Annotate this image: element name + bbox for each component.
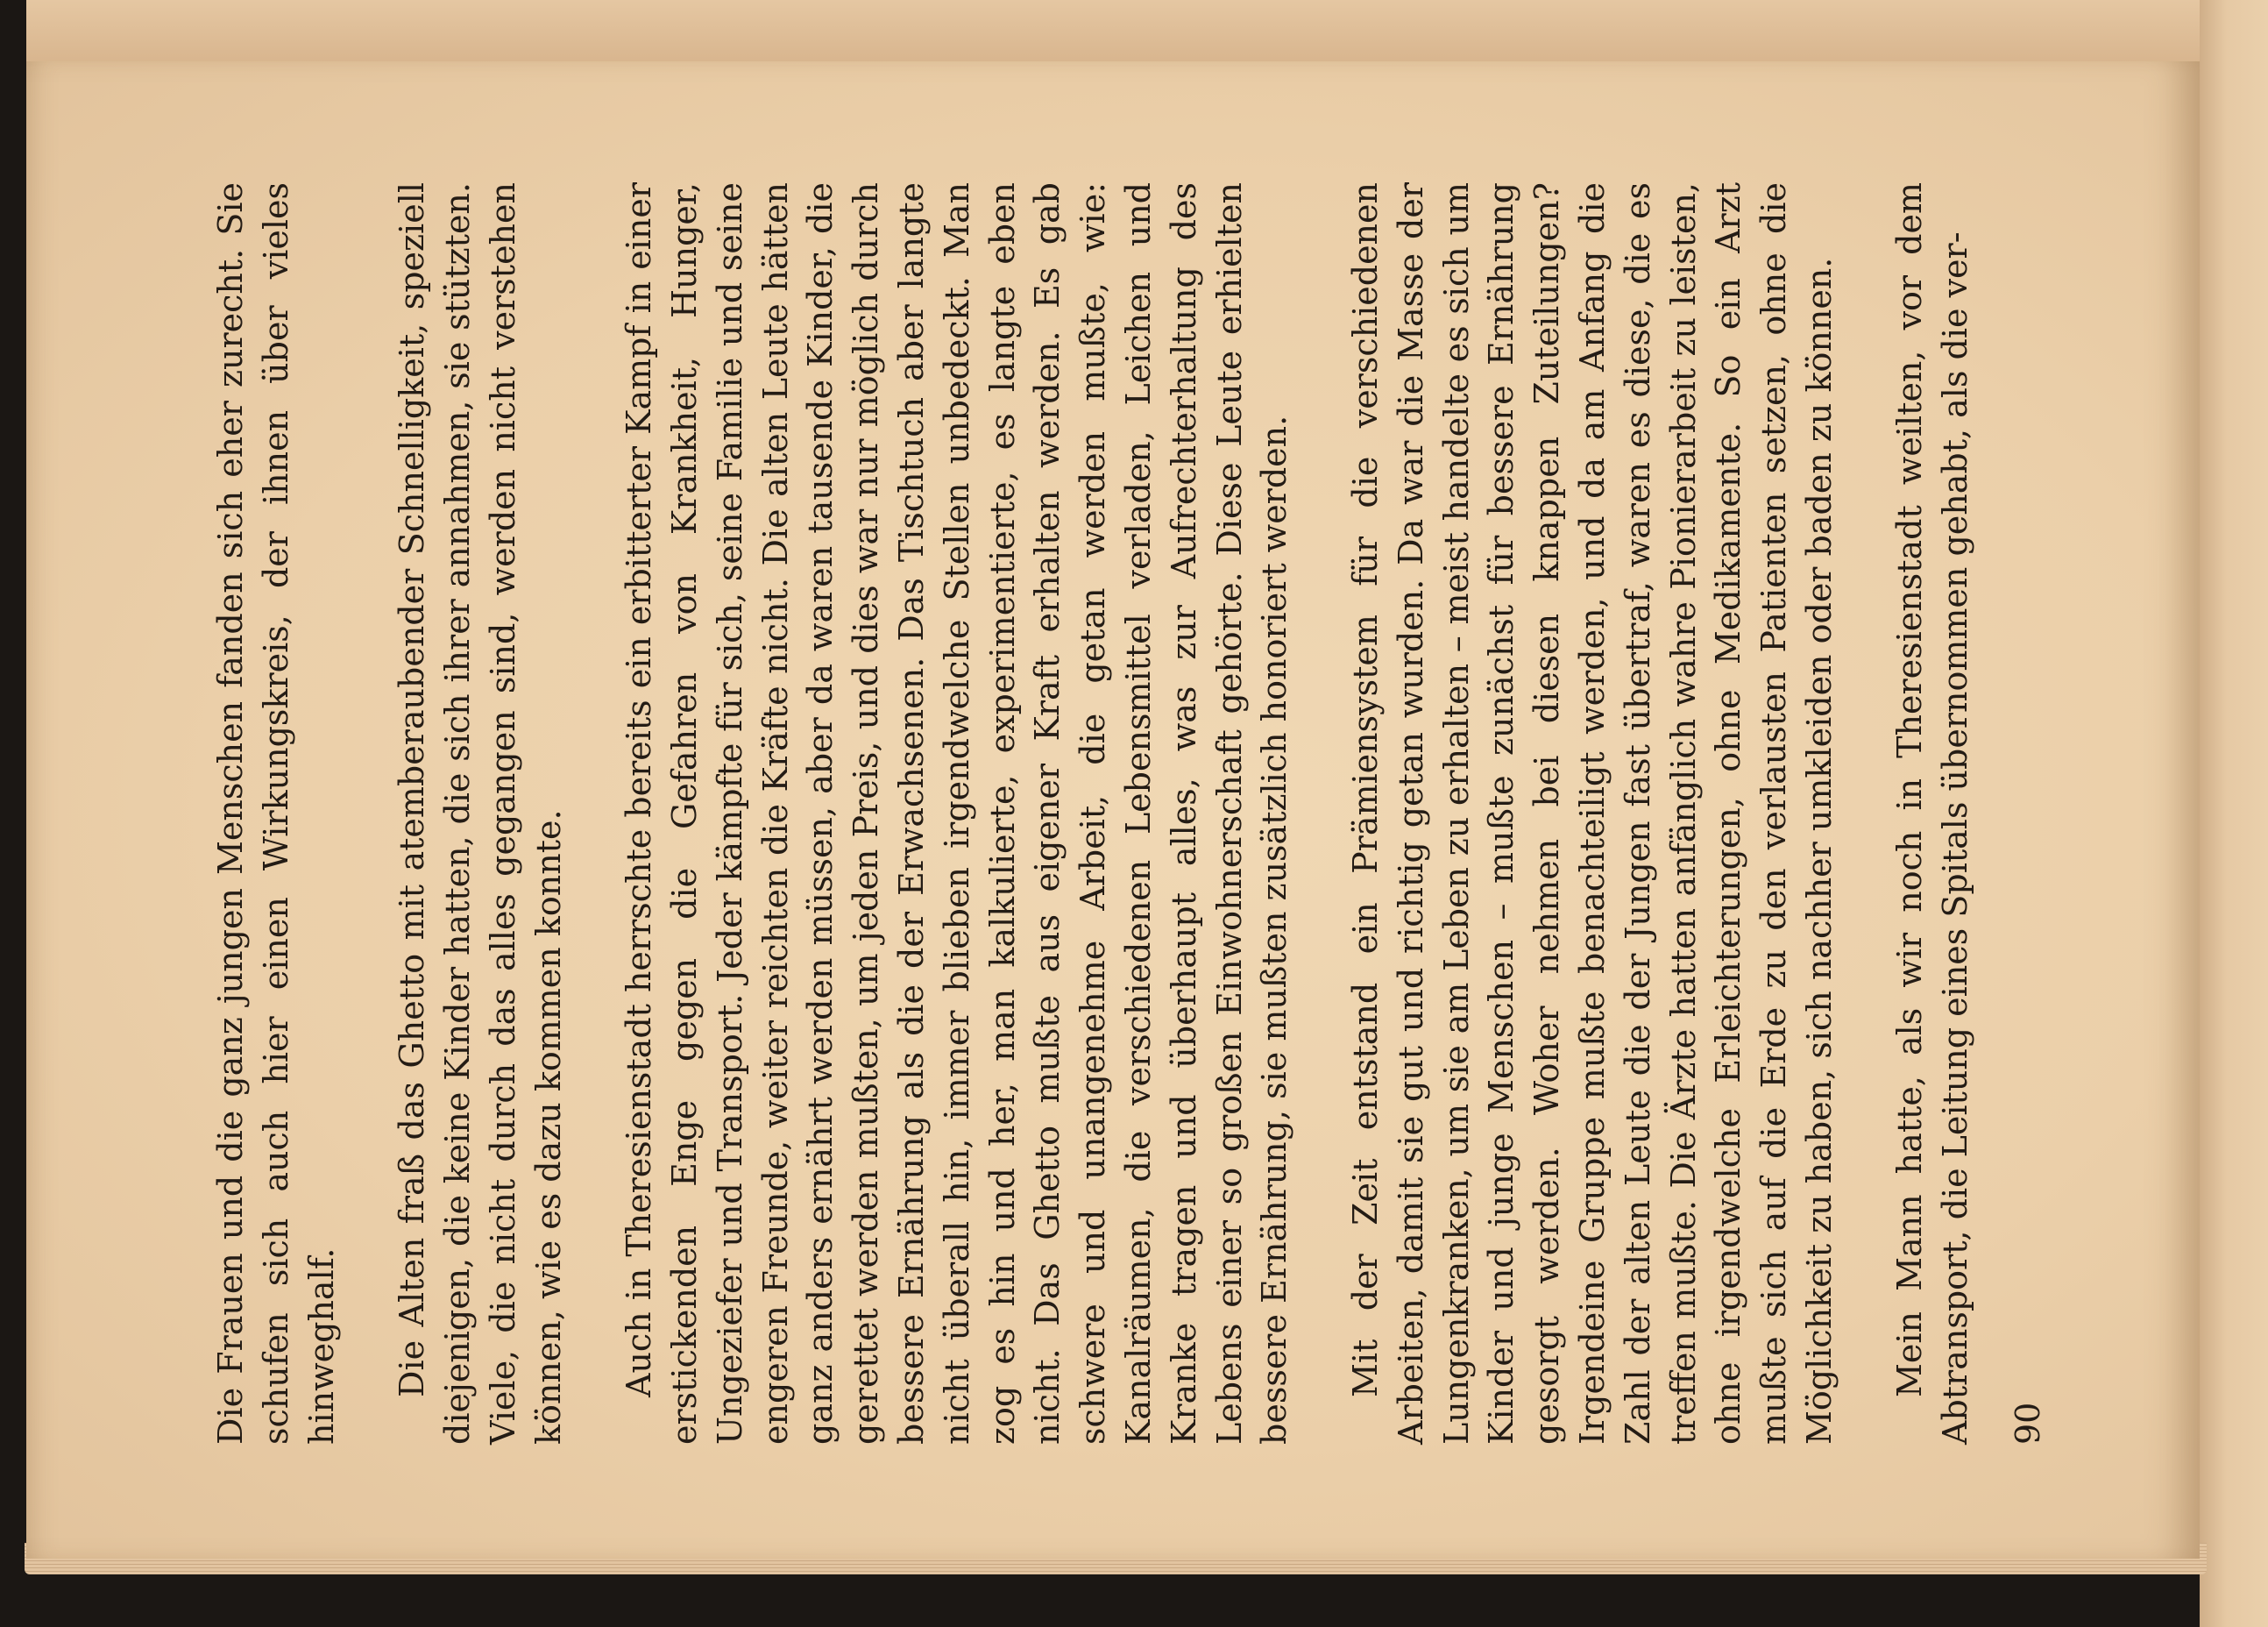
facing-page-top [26, 0, 2217, 66]
paragraph-4: Mit der Zeit entstand ein Prämiensystem für die verschiedenen Arbeiten, damit sie gut und richtig getan wurden. Da war die Masse der Lungenkranken, um sie am Leben zu erhalten – meist handelte es sich um Kinder und junge Menschen – mußte zunächst für bessere Ernährung gesorgt werden. Woher nehmen bei diesen knappen Zuteilungen? Irgendeine Gruppe mußte benachteiligt werden, und da am Anfang die Zahl der alten Leute die der Jungen fast übertraf, waren es diese, die es treffen mußte. Die Ärzte hatten anfänglich wahre Pionierarbeit zu leisten, ohne irgendwelche Erleichterungen, ohne Medikamente. So ein Arzt mußte sich auf die Erde zu den verlausten Patienten setzen, ohne die Möglichkeit zu haben, sich nachher umkleiden oder baden zu können. [1345, 182, 1839, 1445]
adjacent-page [2200, 0, 2268, 1627]
paragraph-5: Mein Mann hatte, als wir noch in Theresienstadt weilten, vor dem Abtransport, die Leitung eines Spitals übernommen gehabt, als die ver- [1890, 182, 1975, 1445]
paragraph-2: Die Alten fraß das Ghetto mit atemberaubender Schnelligkeit, speziell diejenigen, die keine Kinder hatten, die sich ihrer annahmen, sie stützten. Viele, die nicht durch das alles gegangen sind, werden nicht verstehen können, wie es dazu kommen konnte. [393, 182, 568, 1445]
page-number: 90 [2009, 1402, 2048, 1445]
paragraph-1: Die Frauen und die ganz jungen Menschen fanden sich eher zurecht. Sie schufen sich auch hier einen Wirkungskreis, der ihnen über vieles hinweghalf. [211, 182, 341, 1445]
paragraph-3: Auch in Theresienstadt herrschte bereits ein erbitterter Kampf in einer erstickenden Enge gegen die Gefahren von Krankheit, Hunger, Ungeziefer und Transport. Jeder kämpfte für sich, seine Familie und seine engeren Freunde, weiter reichten die Kräfte nicht. Die alten Leute hätten ganz anders ernährt werden müssen, aber da waren tausende Kinder, die gerettet werden mußten, um jeden Preis, und dies war nur möglich durch bessere Ernährung als die der Erwachsenen. Das Tischtuch aber langte nicht überall hin, immer blieben irgendwelche Stellen unbedeckt. Man zog es hin und her, man kalkulierte, experimentierte, es langte eben nicht. Das Ghetto mußte aus eigener Kraft erhalten werden. Es gab schwere und unangenehme Arbeit, die getan werden mußte, wie: Kanalräumen, die verschiedenen Lebensmittel verladen, Leichen und Kranke tragen und überhaupt alles, was zur Aufrechterhaltung des Lebens einer so großen Einwohnerschaft gehörte. Diese Leute erhielten bessere Ernährung, sie mußten zusätzlich honoriert werden. [620, 182, 1294, 1445]
page-text-block [209, 182, 2084, 1445]
